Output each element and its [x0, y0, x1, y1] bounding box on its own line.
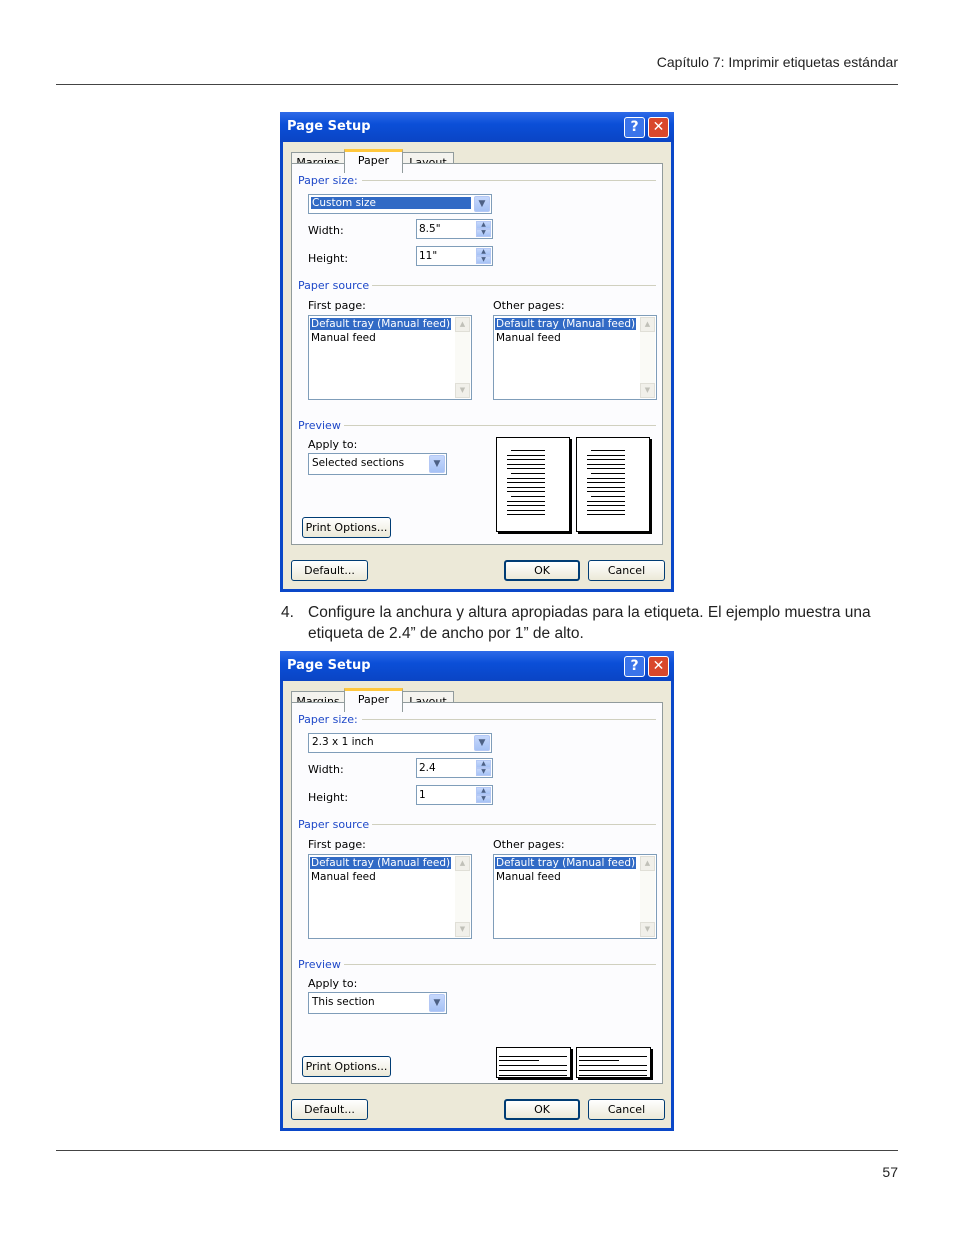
chapter-header: Capítulo 7: Imprimir etiquetas estándar [656, 54, 898, 70]
tab-paper[interactable]: Paper [344, 149, 403, 173]
list-item[interactable]: Default tray (Manual feed) [311, 318, 451, 330]
page-setup-dialog-custom-size [280, 112, 674, 592]
section-divider [344, 425, 656, 426]
footer-rule [56, 1150, 898, 1151]
cancel-button[interactable]: Cancel [588, 560, 665, 581]
spin-up-icon[interactable]: ▲ [476, 787, 491, 795]
preview-section-label: Preview [298, 419, 341, 432]
other-pages-list[interactable] [493, 854, 657, 939]
step-number: 4. [281, 604, 294, 621]
first-page-list[interactable] [308, 854, 472, 939]
spin-up-icon[interactable]: ▲ [476, 221, 491, 229]
section-divider [372, 824, 656, 825]
list-item[interactable]: Default tray (Manual feed) [496, 318, 636, 330]
chevron-down-icon[interactable]: ▼ [474, 196, 490, 212]
height-value: 1 [419, 789, 426, 801]
scroll-up-icon[interactable]: ▲ [640, 856, 655, 871]
scroll-down-icon[interactable]: ▼ [640, 383, 655, 398]
paper-tab-panel [291, 702, 663, 1084]
other-pages-label: Other pages: [493, 838, 565, 851]
spin-down-icon[interactable]: ▼ [476, 256, 491, 264]
ok-button[interactable]: OK [504, 560, 580, 581]
close-button[interactable]: ✕ [648, 117, 669, 138]
first-page-label: First page: [308, 838, 366, 851]
apply-to-label: Apply to: [308, 438, 358, 451]
list-item[interactable]: Default tray (Manual feed) [496, 857, 636, 869]
scrollbar[interactable] [640, 317, 655, 398]
chevron-down-icon[interactable]: ▼ [429, 455, 445, 473]
page-number: 57 [882, 1164, 898, 1180]
width-value: 2.4 [419, 762, 436, 774]
default-button[interactable]: Default... [291, 1099, 368, 1120]
dialog-title: Page Setup [287, 658, 371, 673]
spin-down-icon[interactable]: ▼ [476, 229, 491, 237]
paper-size-section-label: Paper size: [298, 713, 358, 726]
paper-size-section-label: Paper size: [298, 174, 358, 187]
width-value: 8.5" [419, 223, 441, 235]
first-page-list[interactable] [308, 315, 472, 400]
chevron-down-icon[interactable]: ▼ [429, 994, 445, 1012]
preview-page-icon [496, 1047, 571, 1078]
first-page-label: First page: [308, 299, 366, 312]
paper-size-dropdown[interactable] [308, 733, 492, 753]
list-item[interactable]: Manual feed [311, 332, 376, 344]
dialog-title: Page Setup [287, 119, 371, 134]
preview-section-label: Preview [298, 958, 341, 971]
help-button[interactable]: ? [624, 117, 645, 138]
dialog-client [283, 142, 671, 589]
section-divider [372, 285, 656, 286]
list-item[interactable]: Default tray (Manual feed) [311, 857, 451, 869]
scrollbar[interactable] [640, 856, 655, 937]
spin-down-icon[interactable]: ▼ [476, 768, 491, 776]
height-label: Height: [308, 252, 349, 265]
step-text: Configure la anchura y altura apropiadas para la etiqueta. El ejemplo muestra una etiqueta de 2.4” de ancho por 1” de alto. [308, 604, 871, 642]
chevron-down-icon[interactable]: ▼ [474, 735, 490, 751]
scrollbar[interactable] [455, 317, 470, 398]
apply-to-value: This section [312, 996, 375, 1008]
list-item[interactable]: Manual feed [311, 871, 376, 883]
spin-down-icon[interactable]: ▼ [476, 795, 491, 803]
preview-page-icon [496, 437, 570, 532]
section-divider [344, 964, 656, 965]
height-value: 11" [419, 250, 438, 262]
page-setup-dialog-label-size [280, 651, 674, 1131]
spin-up-icon[interactable]: ▲ [476, 248, 491, 256]
paper-size-dropdown[interactable] [308, 194, 492, 214]
width-label: Width: [308, 763, 344, 776]
spin-up-icon[interactable]: ▲ [476, 760, 491, 768]
dialog-client [283, 681, 671, 1128]
preview-page-icon [576, 1047, 651, 1078]
section-divider [362, 180, 656, 181]
scroll-up-icon[interactable]: ▲ [455, 856, 470, 871]
width-stepper[interactable] [416, 758, 493, 778]
scroll-down-icon[interactable]: ▼ [455, 922, 470, 937]
paper-tab-panel [291, 163, 663, 545]
tab-paper[interactable]: Paper [344, 688, 403, 712]
header-rule [56, 84, 898, 85]
scroll-up-icon[interactable]: ▲ [455, 317, 470, 332]
paper-source-section-label: Paper source [298, 818, 370, 831]
scrollbar[interactable] [455, 856, 470, 937]
preview-page-icon [576, 437, 650, 532]
paper-source-section-label: Paper source [298, 279, 370, 292]
list-item[interactable]: Manual feed [496, 332, 561, 344]
scroll-down-icon[interactable]: ▼ [455, 383, 470, 398]
list-item[interactable]: Manual feed [496, 871, 561, 883]
print-options-button[interactable]: Print Options... [302, 517, 391, 538]
scroll-down-icon[interactable]: ▼ [640, 922, 655, 937]
width-stepper[interactable] [416, 219, 493, 239]
height-stepper[interactable] [416, 246, 493, 266]
apply-to-dropdown[interactable] [308, 453, 447, 475]
height-label: Height: [308, 791, 349, 804]
title-bar[interactable] [280, 651, 674, 681]
print-options-button[interactable]: Print Options... [302, 1056, 391, 1077]
help-button[interactable]: ? [624, 656, 645, 677]
apply-to-value: Selected sections [312, 457, 405, 469]
other-pages-list[interactable] [493, 315, 657, 400]
cancel-button[interactable]: Cancel [588, 1099, 665, 1120]
ok-button[interactable]: OK [504, 1099, 580, 1120]
close-button[interactable]: ✕ [648, 656, 669, 677]
apply-to-label: Apply to: [308, 977, 358, 990]
paper-size-value: Custom size [311, 197, 471, 209]
title-bar[interactable] [280, 112, 674, 142]
default-button[interactable]: Default... [291, 560, 368, 581]
apply-to-dropdown[interactable] [308, 992, 447, 1014]
scroll-up-icon[interactable]: ▲ [640, 317, 655, 332]
section-divider [362, 719, 656, 720]
paper-size-value: 2.3 x 1 inch [312, 736, 374, 748]
width-label: Width: [308, 224, 344, 237]
other-pages-label: Other pages: [493, 299, 565, 312]
height-stepper[interactable] [416, 785, 493, 805]
